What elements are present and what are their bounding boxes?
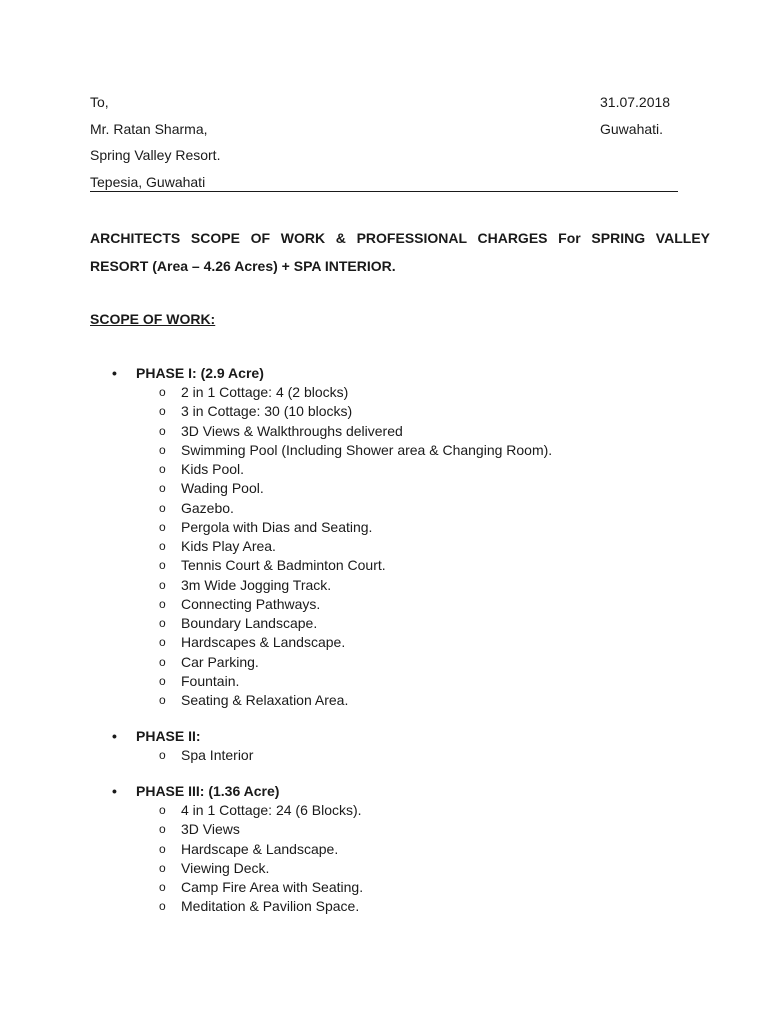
circle-bullet-icon: o bbox=[159, 803, 166, 817]
circle-bullet-icon: o bbox=[159, 423, 166, 438]
list-item bbox=[0, 653, 768, 672]
phase-section bbox=[0, 727, 768, 765]
heading-line-2: RESORT (Area – 4.26 Acres) + SPA INTERIOR. bbox=[90, 258, 396, 274]
list-item-text: Fountain. bbox=[181, 672, 240, 689]
list-item-text: Gazebo. bbox=[181, 499, 234, 516]
list-item bbox=[0, 878, 768, 897]
list-item bbox=[0, 576, 768, 595]
list-item bbox=[0, 897, 768, 916]
to-label: To, bbox=[90, 94, 109, 110]
list-item-text: Connecting Pathways. bbox=[181, 595, 321, 612]
circle-bullet-icon: o bbox=[159, 558, 166, 573]
recipient-location: Tepesia, Guwahati bbox=[90, 174, 206, 190]
list-item bbox=[0, 801, 768, 820]
phase-heading bbox=[0, 364, 768, 383]
document-heading bbox=[90, 224, 710, 280]
bullet-icon: • bbox=[112, 365, 117, 381]
list-item bbox=[0, 422, 768, 441]
list-item-text: Tennis Court & Badminton Court. bbox=[181, 557, 386, 574]
list-item bbox=[0, 672, 768, 691]
letter-date: 31.07.2018 bbox=[600, 94, 671, 110]
phase-title: PHASE III: (1.36 Acre) bbox=[136, 783, 280, 799]
circle-bullet-icon: o bbox=[159, 822, 166, 837]
list-item bbox=[0, 479, 768, 498]
list-item bbox=[0, 691, 768, 710]
phase-heading bbox=[0, 782, 768, 801]
circle-bullet-icon: o bbox=[159, 860, 166, 875]
list-item-text: Hardscape & Landscape. bbox=[181, 840, 339, 857]
list-item-text: 3m Wide Jogging Track. bbox=[181, 576, 332, 593]
list-item bbox=[0, 518, 768, 537]
list-item bbox=[0, 746, 768, 765]
list-item-text: 4 in 1 Cottage: 24 (6 Blocks). bbox=[181, 802, 362, 818]
circle-bullet-icon: o bbox=[159, 577, 166, 592]
list-item bbox=[0, 556, 768, 575]
list-item-text: Viewing Deck. bbox=[181, 859, 270, 876]
list-item-text: Swimming Pool (Including Shower area & Changing Room). bbox=[181, 441, 553, 458]
list-item-text: 3D Views bbox=[181, 821, 240, 838]
list-item bbox=[0, 402, 768, 421]
phase-item-list bbox=[0, 383, 768, 710]
list-item bbox=[0, 460, 768, 479]
circle-bullet-icon: o bbox=[159, 539, 166, 553]
list-item bbox=[0, 441, 768, 460]
list-item-text: Spa Interior bbox=[181, 747, 254, 763]
phase-item-list bbox=[0, 801, 768, 917]
phase-title: PHASE I: (2.9 Acre) bbox=[136, 365, 264, 381]
header-divider bbox=[90, 191, 678, 192]
bullet-icon: • bbox=[112, 783, 117, 799]
circle-bullet-icon: o bbox=[159, 899, 166, 914]
recipient-name: Mr. Ratan Sharma, bbox=[90, 121, 208, 137]
phase-section bbox=[0, 782, 768, 917]
circle-bullet-icon: o bbox=[159, 693, 166, 707]
circle-bullet-icon: o bbox=[159, 519, 166, 534]
list-item-text: Camp Fire Area with Seating. bbox=[181, 879, 364, 895]
circle-bullet-icon: o bbox=[159, 841, 166, 856]
list-item-text: Kids Play Area. bbox=[181, 538, 276, 554]
circle-bullet-icon: o bbox=[159, 654, 166, 669]
list-item-text: 3 in Cottage: 30 (10 blocks) bbox=[181, 403, 353, 420]
circle-bullet-icon: o bbox=[159, 442, 166, 457]
list-item-text: 2 in 1 Cottage: 4 (2 blocks) bbox=[181, 384, 349, 400]
list-item-text: Boundary Landscape. bbox=[181, 615, 318, 631]
list-item bbox=[0, 633, 768, 652]
list-item bbox=[0, 820, 768, 839]
phase-title: PHASE II: bbox=[136, 728, 201, 744]
list-item-text: Car Parking. bbox=[181, 653, 259, 670]
circle-bullet-icon: o bbox=[159, 462, 166, 476]
list-item-text: Wading Pool. bbox=[181, 480, 264, 497]
phase-item-list bbox=[0, 746, 768, 765]
phase-heading bbox=[0, 727, 768, 746]
circle-bullet-icon: o bbox=[159, 880, 166, 894]
list-item-text: Meditation & Pavilion Space. bbox=[181, 898, 360, 915]
list-item bbox=[0, 383, 768, 402]
list-item bbox=[0, 614, 768, 633]
list-item-text: 3D Views & Walkthroughs delivered bbox=[181, 422, 403, 439]
circle-bullet-icon: o bbox=[159, 385, 166, 399]
list-item bbox=[0, 499, 768, 518]
bullet-icon: • bbox=[112, 728, 117, 744]
phase-section bbox=[0, 364, 768, 710]
list-item bbox=[0, 595, 768, 614]
list-item-text: Kids Pool. bbox=[181, 461, 245, 477]
circle-bullet-icon: o bbox=[159, 748, 166, 762]
list-item bbox=[0, 859, 768, 878]
circle-bullet-icon: o bbox=[159, 616, 166, 630]
list-item-text: Pergola with Dias and Seating. bbox=[181, 518, 373, 535]
list-item-text: Seating & Relaxation Area. bbox=[181, 692, 349, 708]
recipient-organization: Spring Valley Resort. bbox=[90, 147, 221, 163]
circle-bullet-icon: o bbox=[159, 500, 166, 515]
letter-city: Guwahati. bbox=[600, 121, 664, 137]
circle-bullet-icon: o bbox=[159, 635, 166, 650]
list-item-text: Hardscapes & Landscape. bbox=[181, 634, 346, 651]
heading-line-1: ARCHITECTS SCOPE OF WORK & PROFESSIONAL CHARGES For SPRING VALLEY bbox=[90, 230, 710, 246]
circle-bullet-icon: o bbox=[159, 673, 166, 688]
circle-bullet-icon: o bbox=[159, 596, 166, 611]
circle-bullet-icon: o bbox=[159, 481, 166, 496]
scope-of-work-title: SCOPE OF WORK: bbox=[90, 311, 216, 327]
list-item bbox=[0, 840, 768, 859]
list-item bbox=[0, 537, 768, 556]
circle-bullet-icon: o bbox=[159, 404, 166, 419]
